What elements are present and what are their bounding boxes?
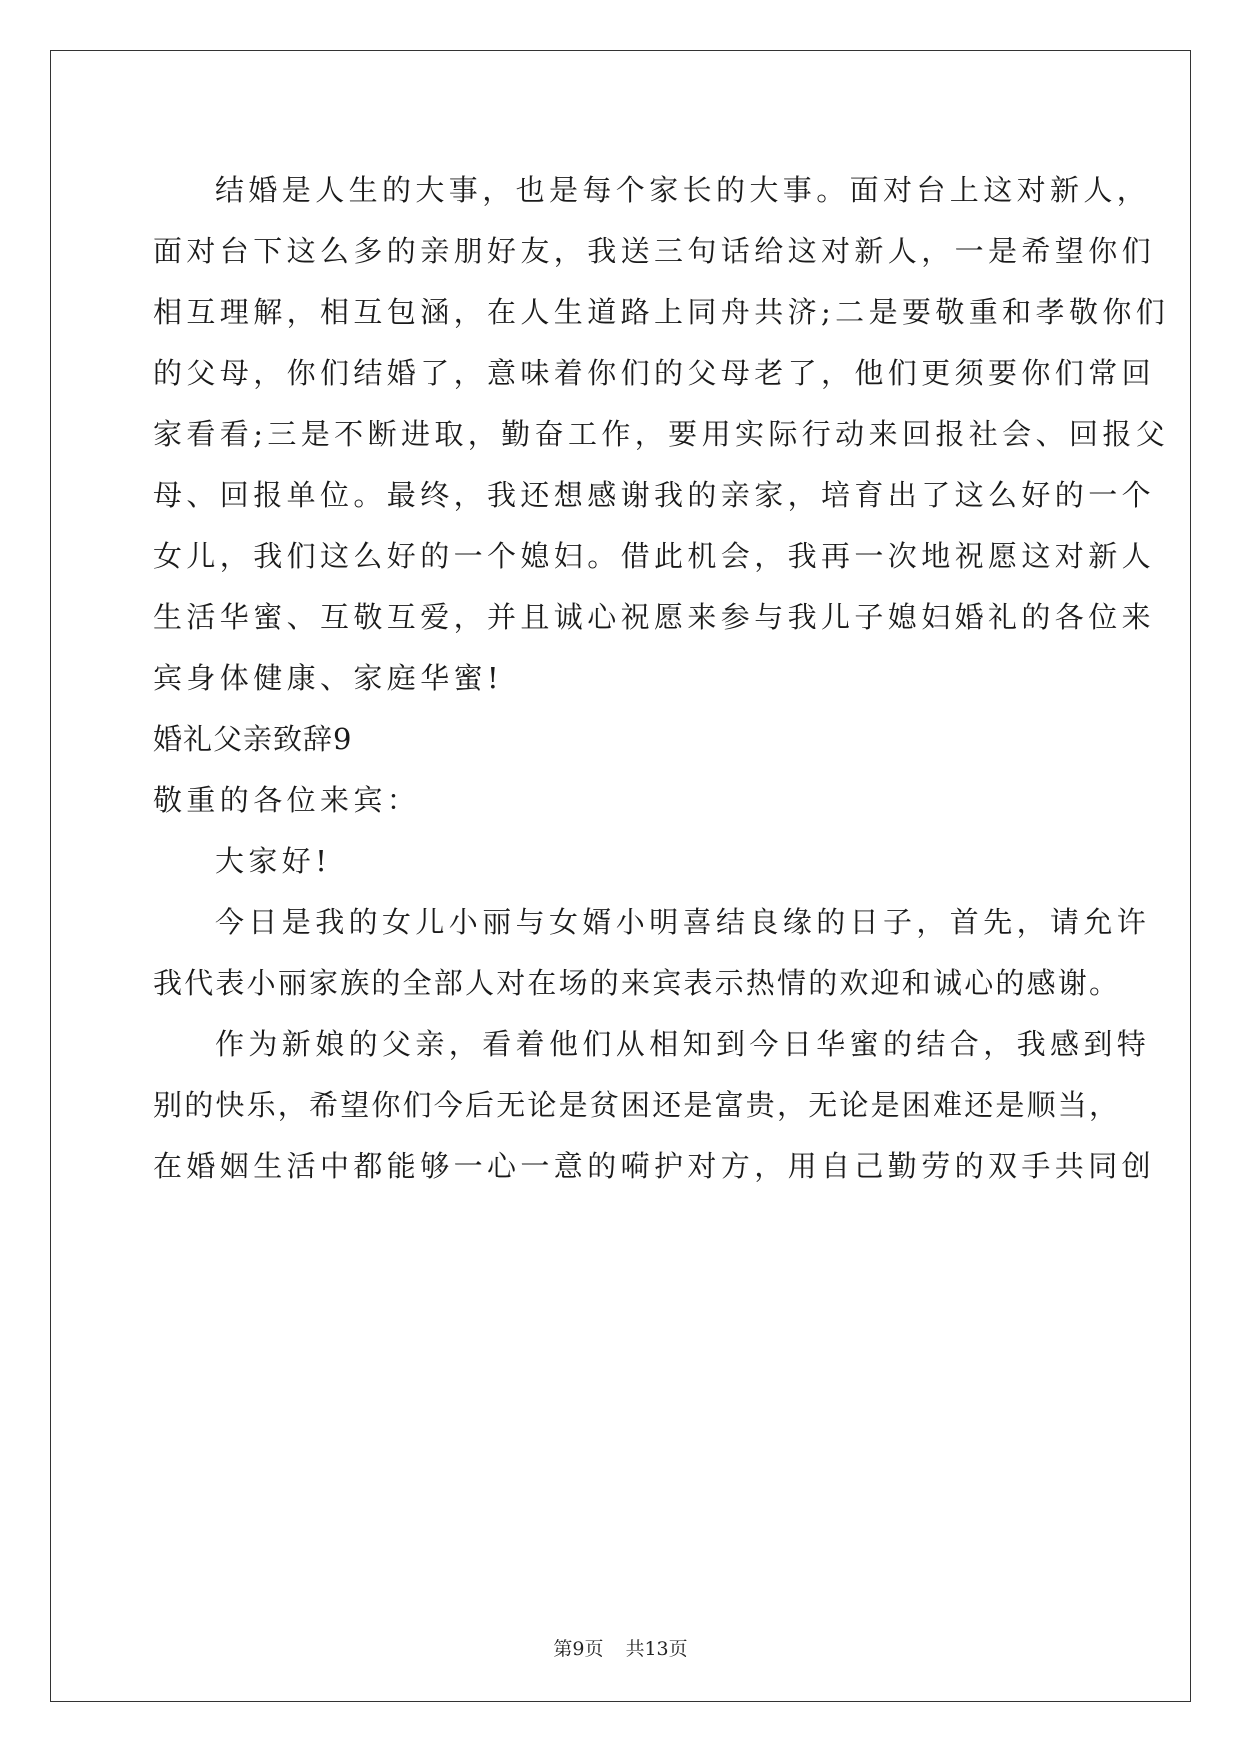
paragraph-line: 结婚是人生的大事，也是每个家长的大事。面对台上这对新人， — [215, 173, 1151, 207]
page-total: 共13页 — [625, 1638, 688, 1660]
paragraph-line: 生活华蜜、互敬互爱，并且诚心祝愿来参与我儿子媳妇婚礼的各位来 — [153, 600, 1156, 634]
salutation: 敬重的各位来宾： — [153, 783, 421, 817]
paragraph-line: 宾身体健康、家庭华蜜! — [153, 661, 504, 695]
paragraph-line: 在婚姻生活中都能够一心一意的嗬护对方，用自己勤劳的双手共同创 — [153, 1149, 1156, 1183]
paragraph-line: 相互理解，相互包涵，在人生道路上同舟共济;二是要敬重和孝敬你们 — [153, 295, 1170, 329]
paragraph-line: 面对台下这么多的亲朋好友，我送三句话给这对新人，一是希望你们 — [153, 234, 1156, 268]
document-body — [153, 160, 1170, 1197]
paragraph-line: 家看看;三是不断进取，勤奋工作，要用实际行动来回报社会、回报父 — [153, 417, 1170, 451]
paragraph-line: 别的快乐，希望你们今后无论是贫困还是富贵，无论是困难还是顺当， — [153, 1088, 1121, 1122]
paragraph-line: 的父母，你们结婚了，意味着你们的父母老了，他们更须要你们常回 — [153, 356, 1156, 390]
page-number: 第9页 — [553, 1638, 604, 1660]
paragraph-line: 今日是我的女儿小丽与女婿小明喜结良缘的日子，首先，请允许 — [215, 905, 1151, 939]
section-heading: 婚礼父亲致辞9 — [153, 722, 353, 756]
paragraph-line: 我代表小丽家族的全部人对在场的来宾表示热情的欢迎和诚心的感谢。 — [153, 966, 1121, 1000]
greeting: 大家好! — [215, 844, 332, 878]
page-footer — [0, 1634, 1241, 1661]
paragraph-line: 作为新娘的父亲，看着他们从相知到今日华蜜的结合，我感到特 — [215, 1027, 1151, 1061]
paragraph-line: 女儿，我们这么好的一个媳妇。借此机会，我再一次地祝愿这对新人 — [153, 539, 1156, 573]
paragraph-line: 母、回报单位。最终，我还想感谢我的亲家，培育出了这么好的一个 — [153, 478, 1156, 512]
